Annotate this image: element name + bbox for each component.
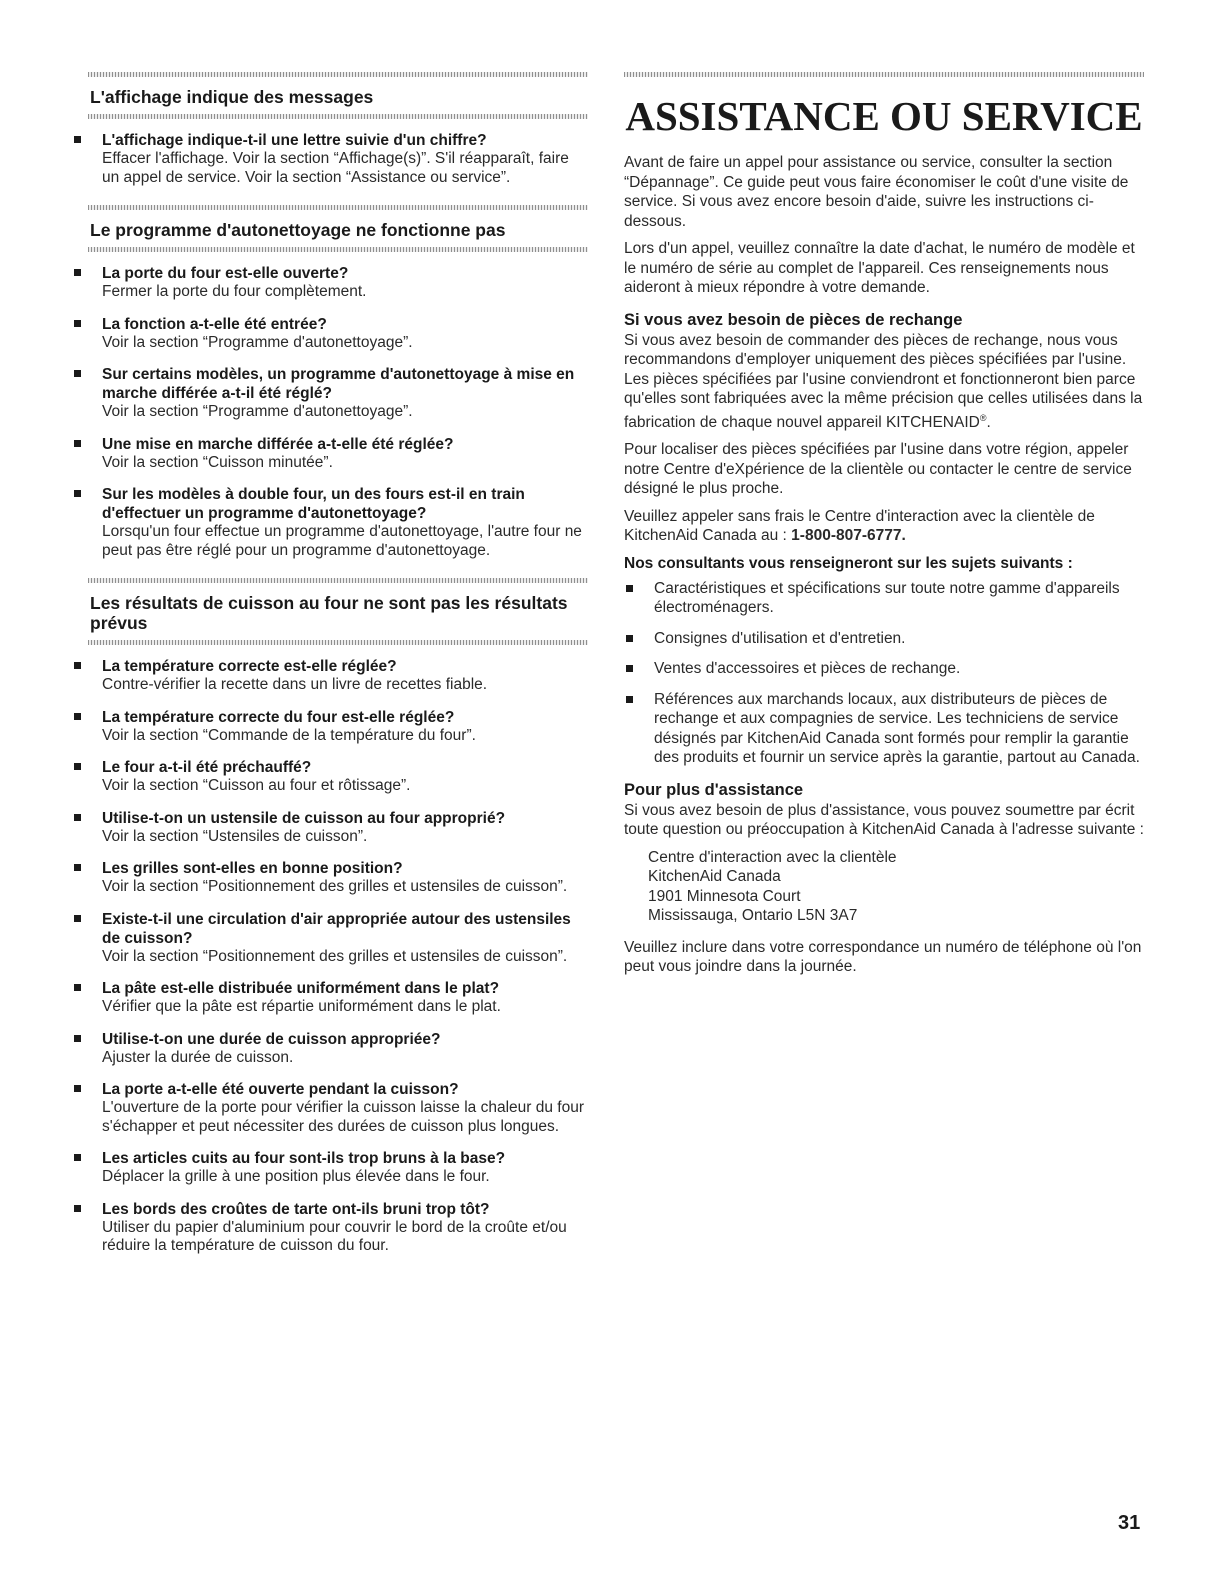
parts-text-end: .: [986, 413, 991, 431]
list-item: [88, 435, 588, 473]
bullet-icon: [74, 713, 81, 720]
answer: Voir la section “Programme d'autonettoyage”.: [102, 403, 413, 420]
list-item-text: Références aux marchands locaux, aux distributeurs de pièces de rechange et aux compagnies de service. Les techniciens de service désignés par KitchenAid Canada sont formés pour remplir la garantie des produits et fournir un service après la garantie, partout au Canada.: [654, 690, 1140, 767]
phone-number: 1-800-807-6777.: [791, 527, 906, 545]
list-item: [88, 979, 588, 1017]
bullet-icon: [74, 763, 81, 770]
list-item: [624, 629, 1144, 649]
assistance-paragraph: Si vous avez besoin de plus d'assistance, vous pouvez soumettre par écrit toute question ou préoccupation à KitchenAid Canada à l'adresse suivante :: [624, 801, 1144, 839]
answer: Contre-vérifier la recette dans un livre de recettes fiable.: [102, 676, 488, 693]
bullet-icon: [74, 1035, 81, 1042]
question: Le four a-t-il été préchauffé?: [102, 759, 312, 776]
bullet-icon: [74, 320, 81, 327]
assistance-heading: Pour plus d'assistance: [624, 780, 804, 799]
answer: Lorsqu'un four effectue un programme d'autonettoyage, l'autre four ne peut pas être réglé pour un programme d'autonettoyage.: [102, 523, 582, 559]
answer: Voir la section “Commande de la température du four”.: [102, 726, 476, 744]
list-item: [88, 264, 588, 302]
section-title: L'affichage indique des messages: [90, 87, 374, 107]
list-item: [88, 485, 588, 560]
assistance-paragraph-2: Veuillez inclure dans votre correspondance un numéro de téléphone où l'on peut vous joindre dans la journée.: [624, 938, 1142, 976]
list-item: [88, 315, 588, 353]
list-item: [88, 1149, 588, 1187]
question: Utilise-t-on une durée de cuisson appropriée?: [102, 1030, 441, 1048]
question: Les bords des croûtes de tarte ont-ils bruni trop tôt?: [102, 1200, 490, 1218]
list-item: [88, 1030, 588, 1068]
answer: Voir la section “Positionnement des grilles et ustensiles de cuisson”.: [102, 878, 568, 895]
answer: Effacer l'affichage. Voir la section “Affichage(s)”. S'il réapparaît, faire un appel de service. Voir la section “Assistance ou service”.: [102, 150, 569, 186]
question: La porte du four est-elle ouverte?: [102, 265, 349, 282]
question: Les grilles sont-elles en bonne position?: [102, 860, 403, 877]
answer: Fermer la porte du four complètement.: [102, 283, 367, 300]
bullet-icon: [74, 136, 81, 143]
answer: Voir la section “Cuisson minutée”.: [102, 453, 333, 471]
bullet-icon: [74, 1085, 81, 1092]
question-list: [88, 131, 588, 187]
answer: Déplacer la grille à une position plus élevée dans le four.: [102, 1168, 490, 1185]
bullet-icon: [626, 635, 633, 642]
intro-paragraph: Avant de faire un appel pour assistance ou service, consulter la section “Dépannage”. Ce guide peut vous faire économiser le coût d'une visite de service. Si vous avez encore besoin d'aide, suivre les instructions ci-dessous.: [624, 154, 1129, 230]
intro-paragraph-2: Lors d'un appel, veuillez connaître la date d'achat, le numéro de modèle et le numéro de série au complet de l'appareil. Ces renseignements nous aideront à mieux répondre à votre demande.: [624, 240, 1135, 296]
question-list: [88, 657, 588, 1256]
question: La pâte est-elle distribuée uniformément dans le plat?: [102, 980, 500, 997]
consultants-list: [624, 579, 1144, 768]
registered-mark: ®: [979, 412, 987, 423]
section-rule-bottom: [88, 640, 588, 645]
answer: Ajuster la durée de cuisson.: [102, 1048, 294, 1066]
bullet-icon: [626, 696, 633, 703]
list-item: [88, 859, 588, 897]
consultants-heading: Nos consultants vous renseigneront sur les sujets suivants :: [624, 554, 1073, 572]
list-item: [88, 1200, 588, 1256]
parts-paragraph: [624, 331, 1144, 433]
phone-intro: Veuillez appeler sans frais le Centre d'interaction avec la clientèle de KitchenAid Canada au :: [624, 507, 1095, 545]
answer: Voir la section “Cuisson au four et rôtissage”.: [102, 777, 411, 794]
answer: L'ouverture de la porte pour vérifier la cuisson laisse la chaleur du four s'échapper et peut nécessiter des durées de cuisson plus longues.: [102, 1099, 584, 1135]
question: Existe-t-il une circulation d'air appropriée autour des ustensiles de cuisson?: [102, 910, 571, 947]
question: Une mise en marche différée a-t-elle été réglée?: [102, 435, 454, 453]
list-item-text: Caractéristiques et spécifications sur toute notre gamme d'appareils électroménagers.: [654, 579, 1120, 617]
parts-text: Si vous avez besoin de commander des pièces de rechange, nous vous recommandons d'employer uniquement des pièces spécifiées par l'usine. Les pièces spécifiées par l'usine conviendront et fonctionneront bien parce qu'elles sont fabriquées avec la même précision que celles utilisées dans la fabrication de chaque nouvel appareil KITCHENAID: [624, 331, 1143, 431]
section-rule-top: [88, 205, 588, 210]
bullet-icon: [74, 814, 81, 821]
title-rule: [624, 72, 1144, 77]
question: Utilise-t-on un ustensile de cuisson au four approprié?: [102, 809, 506, 827]
answer: Utiliser du papier d'aluminium pour couvrir le bord de la croûte et/ou réduire la température de cuisson du four.: [102, 1218, 567, 1254]
address-line: Centre d'interaction avec la clientèle: [648, 848, 897, 866]
answer: Voir la section “Positionnement des grilles et ustensiles de cuisson”.: [102, 947, 568, 965]
bullet-icon: [626, 585, 633, 592]
section-baking-results: [88, 578, 588, 1256]
section-title: Le programme d'autonettoyage ne fonctionne pas: [90, 220, 506, 240]
address-line: Mississauga, Ontario L5N 3A7: [648, 907, 858, 925]
list-item-text: Consignes d'utilisation et d'entretien.: [654, 629, 906, 647]
bullet-icon: [626, 665, 633, 672]
question: Sur les modèles à double four, un des fours est-il en train d'effectuer un programme d'autonettoyage?: [102, 486, 525, 522]
phone-paragraph: [624, 507, 1144, 546]
answer: Vérifier que la pâte est répartie uniformément dans le plat.: [102, 998, 501, 1015]
bullet-icon: [74, 984, 81, 991]
list-item: [88, 131, 588, 187]
section-rule-bottom: [88, 247, 588, 252]
bullet-icon: [74, 370, 81, 377]
section-rule-bottom: [88, 114, 588, 119]
troubleshooting-column: [88, 72, 588, 1274]
section-rule-top: [88, 578, 588, 583]
address-line: KitchenAid Canada: [648, 868, 781, 886]
list-item: [624, 579, 1144, 618]
section-rule-top: [88, 72, 588, 77]
question: Sur certains modèles, un programme d'autonettoyage à mise en marche différée a-t-il été réglé?: [102, 366, 575, 402]
list-item: [88, 708, 588, 746]
address-line: 1901 Minnesota Court: [648, 887, 801, 905]
parts-paragraph-2: Pour localiser des pièces spécifiées par l'usine dans votre région, appeler notre Centre d'eXpérience de la clientèle ou contacter le centre de service désigné le plus proche.: [624, 441, 1132, 498]
question: La porte a-t-elle été ouverte pendant la cuisson?: [102, 1081, 459, 1098]
list-item: [88, 1080, 588, 1136]
list-item: [88, 809, 588, 847]
list-item: [88, 365, 588, 422]
page-number: 31: [1118, 1512, 1141, 1534]
list-item: [624, 690, 1144, 768]
bullet-icon: [74, 1205, 81, 1212]
mailing-address: [624, 848, 1144, 926]
bullet-icon: [74, 915, 81, 922]
parts-heading: Si vous avez besoin de pièces de rechange: [624, 310, 963, 329]
question: Les articles cuits au four sont-ils trop bruns à la base?: [102, 1150, 506, 1167]
question: La température correcte est-elle réglée?: [102, 658, 397, 675]
bullet-icon: [74, 269, 81, 276]
list-item: [624, 659, 1144, 679]
answer: Voir la section “Programme d'autonettoyage”.: [102, 333, 413, 351]
section-self-clean: [88, 205, 588, 560]
list-item-text: Ventes d'accessoires et pièces de rechange.: [654, 660, 961, 678]
bullet-icon: [74, 440, 81, 447]
section-title: Les résultats de cuisson au four ne sont pas les résultats prévus: [90, 593, 568, 633]
bullet-icon: [74, 662, 81, 669]
answer: Voir la section “Ustensiles de cuisson”.: [102, 827, 368, 845]
bullet-icon: [74, 1154, 81, 1161]
section-display-messages: [88, 72, 588, 187]
page-title: ASSISTANCE OU SERVICE: [625, 93, 1143, 139]
question: La fonction a-t-elle été entrée?: [102, 315, 327, 333]
list-item: [88, 657, 588, 695]
list-item: [88, 758, 588, 796]
list-item: [88, 910, 588, 967]
assistance-column: [624, 72, 1144, 985]
question-list: [88, 264, 588, 560]
bullet-icon: [74, 490, 81, 497]
question: La température correcte du four est-elle réglée?: [102, 708, 455, 726]
bullet-icon: [74, 864, 81, 871]
question: L'affichage indique-t-il une lettre suivie d'un chiffre?: [102, 132, 487, 149]
